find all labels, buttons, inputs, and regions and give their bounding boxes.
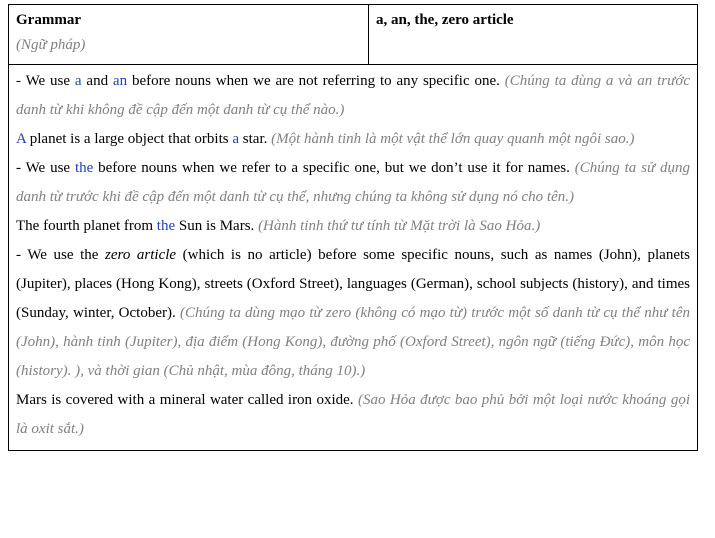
example-the	[16, 212, 690, 241]
vietnamese-translation: (Hành tinh thứ tư tính từ Mặt trời là Sao Hỏa.)	[258, 218, 541, 234]
example-a-an	[16, 125, 690, 154]
article-highlight: an	[112, 73, 128, 89]
text-span: star.	[239, 131, 272, 147]
article-highlight: the	[156, 218, 176, 234]
text-span: planet is a large object that orbits	[26, 131, 233, 147]
table-body-row	[9, 65, 698, 451]
text-span: - We use the	[16, 247, 106, 263]
article-highlight: a	[232, 131, 240, 147]
text-span: Mars is covered with a mineral water called iron oxide.	[16, 392, 358, 408]
text-span: - We use	[16, 73, 75, 89]
header-left-cell	[9, 5, 369, 65]
rule-zero-article	[16, 241, 690, 386]
table-header-row	[9, 5, 698, 65]
grammar-subtitle: (Ngữ pháp)	[16, 37, 86, 53]
article-highlight: A	[16, 131, 27, 147]
vietnamese-translation: (Sao Hỏa được bao phủ bởi một loại nước khoáng gọi là oxit sắt.)	[16, 392, 690, 437]
body-cell	[9, 65, 698, 451]
text-span: (which is no article) before some specific nouns, such as names (John), planets (Jupiter), places (Hong Kong), streets (Oxford Street), languages (German), school subjects (history), and times (Sunday, winter, October).	[16, 247, 690, 321]
topic-title: a, an, the, zero article	[376, 12, 514, 28]
vietnamese-translation: (Chúng ta sử dụng danh từ trước khi đề cập đến một danh từ cụ thể, nhưng chúng ta không sử dụng nó cho tên.)	[16, 160, 690, 205]
rule-the	[16, 154, 690, 212]
rule-a-an	[16, 67, 690, 125]
header-right-cell	[369, 5, 698, 65]
text-span: - We use	[16, 160, 75, 176]
example-zero-article	[16, 386, 690, 444]
text-span: before nouns when we are not referring to any specific one.	[127, 73, 505, 89]
grammar-table	[8, 4, 698, 451]
text-span: before nouns when we refer to a specific one, but we don’t use it for names.	[93, 160, 575, 176]
text-span: The fourth planet from	[16, 218, 157, 234]
article-highlight: a	[74, 73, 82, 89]
vietnamese-translation: (Một hành tinh là một vật thể lớn quay quanh một ngôi sao.)	[271, 131, 635, 147]
text-span: and	[81, 73, 113, 89]
zero-article-term: zero article	[105, 247, 177, 263]
text-span: Sun is Mars.	[175, 218, 259, 234]
article-highlight: the	[74, 160, 94, 176]
vietnamese-translation: (Chúng ta dùng a và an trước danh từ khi không đề cập đến một danh từ cụ thể nào.)	[16, 73, 690, 118]
vietnamese-translation: (Chúng ta dùng mạo từ zero (không có mạo từ) trước một số danh từ cụ thể như tên (John), hành tinh (Jupiter), địa điểm (Hong Kong), đường phố (Oxford Street), ngôn ngữ (tiếng Đức), môn học (history). ), và thời gian (Chủ nhật, mùa đông, tháng 10).)	[16, 305, 690, 379]
grammar-title: Grammar	[16, 12, 81, 28]
